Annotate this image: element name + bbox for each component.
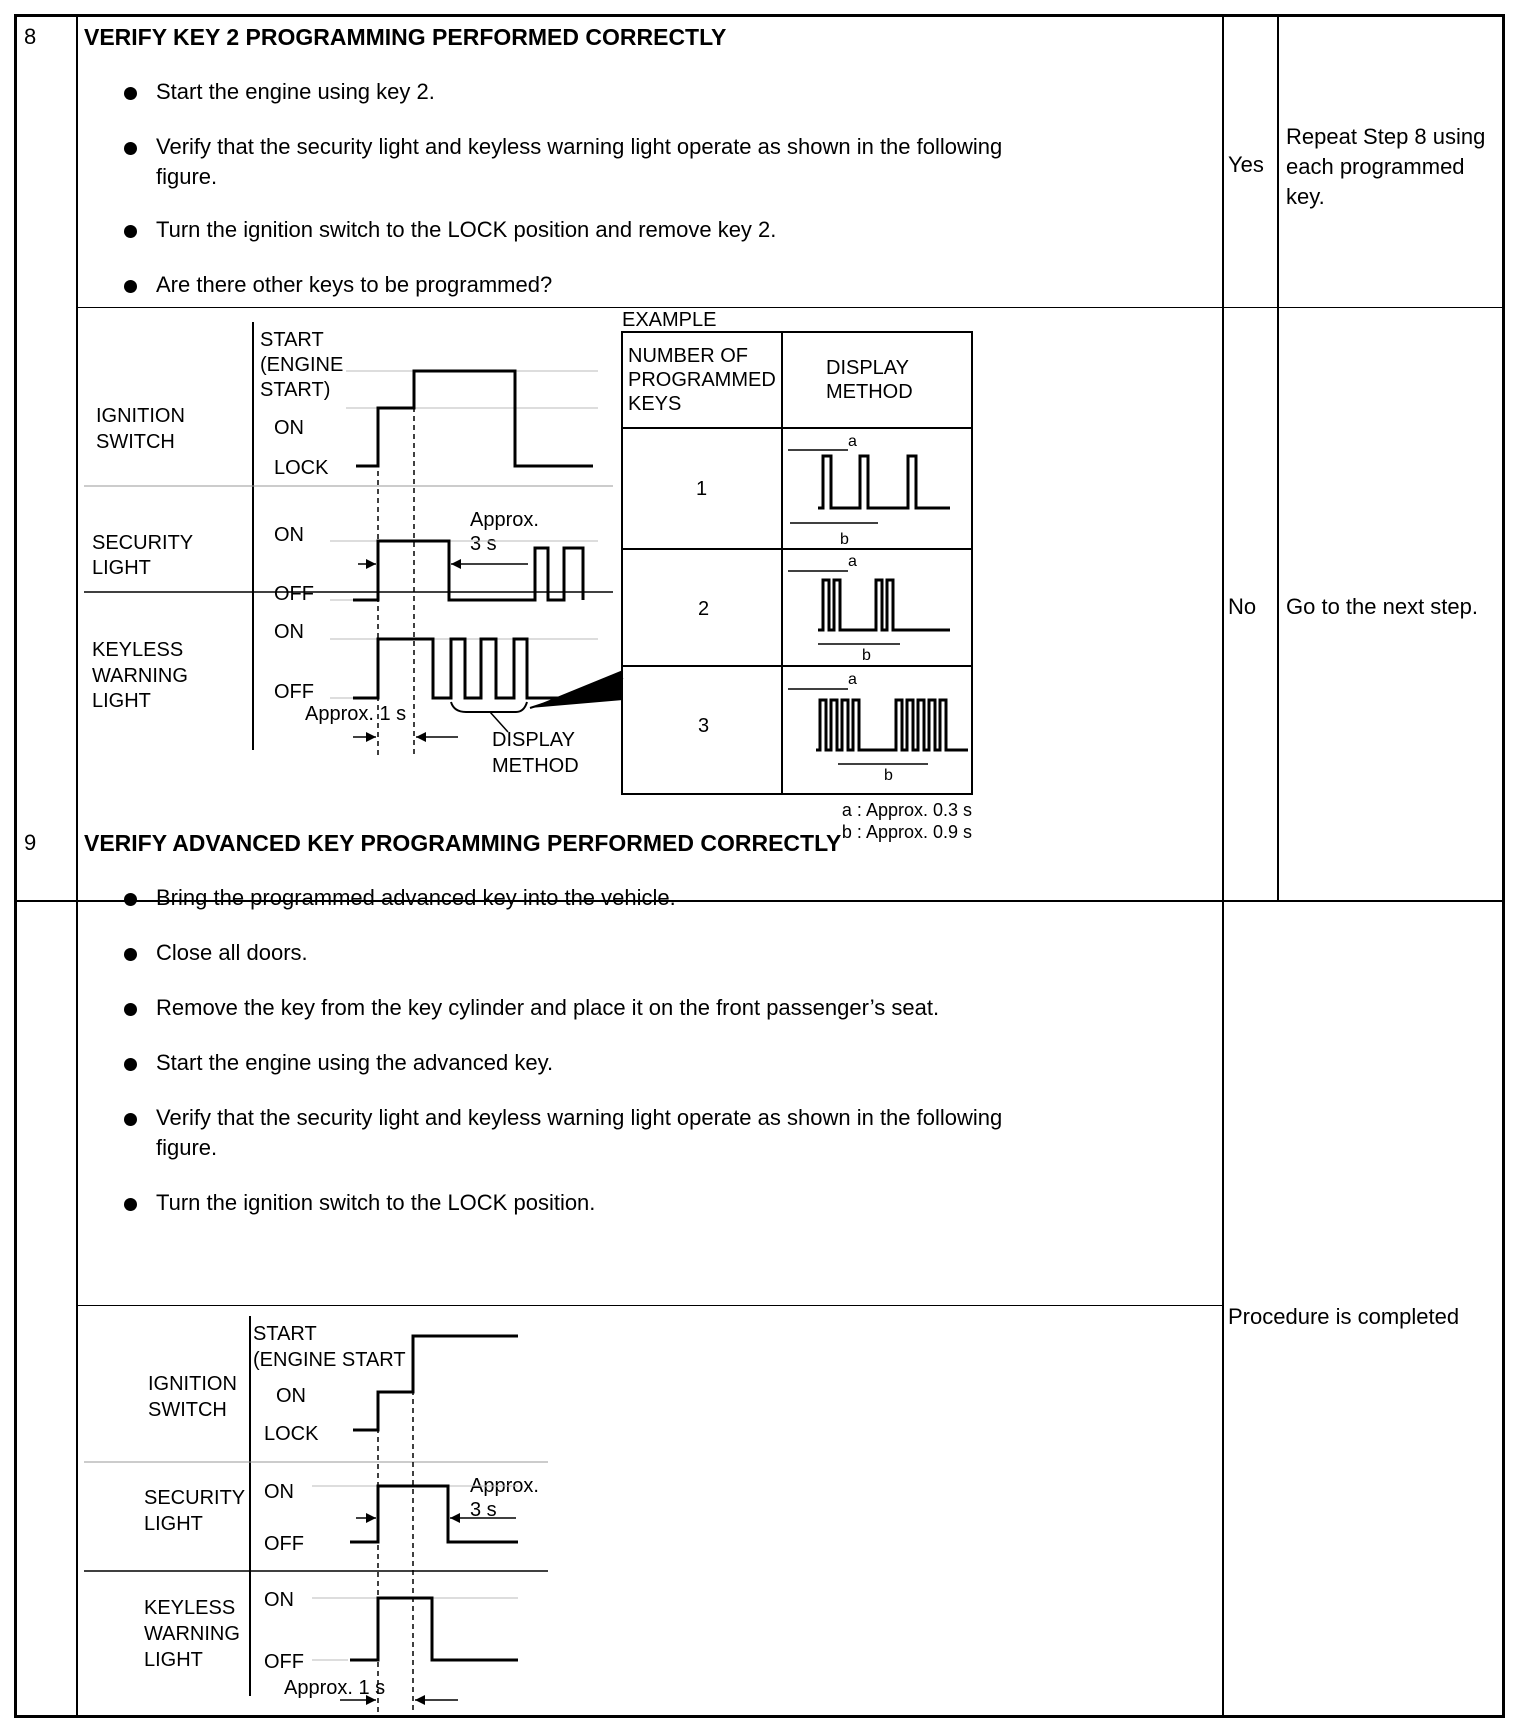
keyless-label: LIGHT (92, 690, 151, 712)
security-label: LIGHT (92, 557, 151, 579)
example-header: NUMBER OF (628, 345, 748, 367)
keyless-label: WARNING (144, 1623, 240, 1645)
bullet-dot (124, 87, 137, 100)
state-label: START (260, 329, 324, 351)
bullet-text: Verify that the security light and keyless warning light operate as shown in the following figure. (156, 1105, 1003, 1160)
off-label: OFF (274, 681, 314, 703)
result-no: No (1228, 594, 1257, 619)
bullet-dot (124, 225, 137, 238)
example-header: KEYS (628, 393, 682, 415)
step-title: VERIFY ADVANCED KEY PROGRAMMING PERFORMED CORRECTLY (84, 830, 842, 856)
on-label: ON (264, 1481, 294, 1503)
approx-label: 3 s (470, 1499, 497, 1521)
result-yes: Yes (1228, 152, 1264, 177)
bullet-dot (124, 893, 137, 906)
state-label: START (253, 1323, 317, 1345)
display-method-label: DISPLAY (492, 729, 575, 751)
bullet-text: Start the engine using key 2. (156, 79, 435, 104)
approx-label: Approx. (470, 509, 539, 531)
state-label: START) (260, 379, 331, 401)
ignition-label: IGNITION (96, 405, 185, 427)
result-yes-action: Repeat Step 8 using each programmed key. (1286, 124, 1486, 209)
bullet-dot (124, 1198, 137, 1211)
example-header: DISPLAY (826, 357, 909, 379)
bullet-dot (124, 142, 137, 155)
example-header: METHOD (826, 381, 913, 403)
state-label: (ENGINE (260, 354, 344, 376)
keyless-label: KEYLESS (92, 639, 184, 661)
security-label: SECURITY (144, 1487, 246, 1509)
ignition-label: IGNITION (148, 1373, 237, 1395)
step-title: VERIFY KEY 2 PROGRAMMING PERFORMED CORRECTLY (84, 24, 727, 50)
state-label: LOCK (274, 457, 329, 479)
marker-b: b (884, 767, 893, 784)
approx-label: Approx. (470, 1475, 539, 1497)
procedure-table (14, 14, 1505, 1718)
approx-1s-label: Approx. 1 s (305, 703, 407, 725)
bullet-text: Remove the key from the key cylinder and place it on the front passenger’s seat. (156, 995, 940, 1020)
result-completed: Procedure is completed (1228, 1304, 1460, 1329)
example-header: PROGRAMMED (628, 369, 776, 391)
marker-b: b (862, 647, 871, 664)
ignition-label: SWITCH (96, 431, 175, 453)
step9-timing-figure (78, 1306, 1222, 1714)
marker-a: a (848, 671, 857, 688)
legend-a: a : Approx. 0.3 s (841, 800, 972, 820)
bullet-dot (124, 1113, 137, 1126)
example-row-count: 2 (698, 598, 710, 620)
keyless-label: LIGHT (144, 1649, 203, 1671)
on-label: ON (274, 524, 304, 546)
state-label: ON (276, 1385, 306, 1407)
bullet-text: Bring the programmed advanced key into the vehicle. (156, 885, 676, 910)
off-label: OFF (274, 583, 314, 605)
bullet-dot (124, 1003, 137, 1016)
step8-timing-figure (78, 308, 1222, 900)
bullet-text: Close all doors. (156, 940, 308, 965)
bullet-dot (124, 280, 137, 293)
security-label: LIGHT (144, 1513, 203, 1535)
off-label: OFF (264, 1533, 304, 1555)
marker-a: a (848, 433, 857, 450)
display-method-label: METHOD (492, 755, 579, 777)
state-label: ON (274, 417, 304, 439)
step-number: 8 (24, 24, 37, 49)
bullet-text: Verify that the security light and keyless warning light operate as shown in the following figure. (156, 134, 1003, 189)
bullet-text: Turn the ignition switch to the LOCK position. (156, 1190, 596, 1215)
step-number: 9 (24, 830, 37, 855)
bullet-dot (124, 948, 137, 961)
on-label: ON (274, 621, 304, 643)
ignition-label: SWITCH (148, 1399, 227, 1421)
keyless-label: KEYLESS (144, 1597, 236, 1619)
approx-label: 3 s (470, 533, 497, 555)
keyless-label: WARNING (92, 665, 188, 687)
example-row-count: 1 (696, 478, 708, 500)
example-row-count: 3 (698, 715, 710, 737)
off-label: OFF (264, 1651, 304, 1673)
bullet-dot (124, 1058, 137, 1071)
security-label: SECURITY (92, 532, 194, 554)
state-label: (ENGINE START (253, 1349, 406, 1371)
bullet-text: Turn the ignition switch to the LOCK position and remove key 2. (156, 217, 777, 242)
result-no-action: Go to the next step. (1286, 594, 1479, 619)
bullet-text: Are there other keys to be programmed? (156, 272, 553, 297)
approx-1s-label: Approx. 1 s (284, 1677, 386, 1699)
on-label: ON (264, 1589, 294, 1611)
example-label: EXAMPLE (622, 309, 717, 331)
state-label: LOCK (264, 1423, 319, 1445)
marker-a: a (848, 553, 857, 570)
bullet-text: Start the engine using the advanced key. (156, 1050, 554, 1075)
legend-b: b : Approx. 0.9 s (841, 822, 972, 842)
marker-b: b (840, 531, 849, 548)
